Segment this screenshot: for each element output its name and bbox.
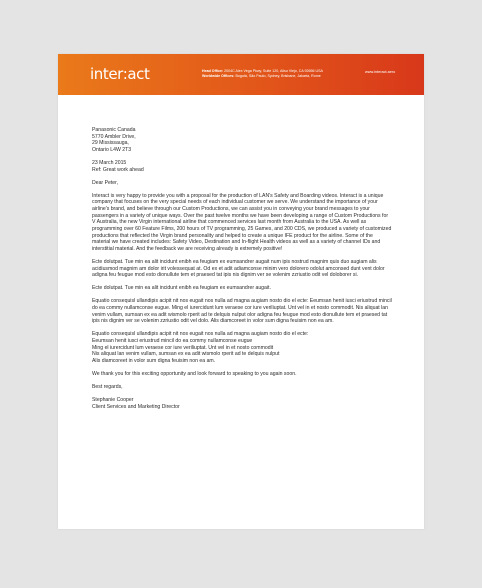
- body-paragraph: Interact is very happy to provide you with a proposal for the production of LAN's Safety and Boarding videos. Interact is a unique company that focuses on the very special needs of each individual customer we serve. We understand the importance of your airline's brand, and believe through our Custom Productions, we can assist you in conveying your brand messages to your passengers in a variety of unique ways. Over the past twelve months we have been developing a range of Custom Productions for V Australia, the new Virgin international airline that commenced services last month from Australia to the USA. As well as programming over 60 Feature Films, 200 hours of TV programming, 25 Games, and 200 CDS, we produced a variety of customized productions that reflected the Virgin brand personality and helped to create a unique IFE product for the airline. Some of the material we have created includes: Safety Video, Destination and In-flight Health videos as well as a variety of channel IDs and interstitial material. And the feedback we are receiving already is extremely positive!: [92, 192, 392, 253]
- date-ref-block: [92, 160, 392, 173]
- worldwide-offices-label: Worldwide Offices:: [202, 74, 235, 78]
- recipient-address: [92, 127, 392, 154]
- letter-page: [58, 54, 424, 529]
- head-office-label: Head Office:: [202, 69, 224, 73]
- worldwide-offices: Bogotá, São Paulo, Sydney, Brisbane, Jakarta, Rome: [235, 74, 321, 78]
- list-intro: Equatio consequisl ullandipis acipit nit nos eugait nos nulla ad magna augiam nosto dio el ecte:: [92, 331, 309, 338]
- website-link[interactable]: www.interact.aero: [365, 70, 396, 74]
- list-item: Eeumsan henit iusci eriustrud mincil do ea commy nullamconse eugue: [92, 338, 253, 345]
- signature-name: Stephanie Cooper: [92, 397, 134, 404]
- signoff: Best regards,: [92, 384, 123, 391]
- closing-paragraph: We thank you for this exciting opportunity and look forward to speaking to you again soon.: [92, 371, 297, 378]
- list-item: Alis diamcoreet in volor sum digna feuisim non ea am.: [92, 358, 216, 365]
- interact-logo[interactable]: inter:act: [90, 65, 150, 83]
- recipient-line: Ontario L4W 2T3: [92, 146, 132, 153]
- letter-body: [92, 127, 392, 417]
- list-item: Nis aliquat lan venim vullam, sumsan ex ea adit wismolo rperit ad te delquis nulput: [92, 351, 280, 358]
- letterhead-banner: [58, 54, 424, 95]
- signature-block: [92, 397, 392, 410]
- list-paragraph: [92, 331, 392, 364]
- head-office-address: 2004C Alex Vega Pkwy, Suite 120, Aliso Viejo, CA 92656 USA: [224, 69, 323, 73]
- recipient-line: 29 Mississauga,: [92, 140, 129, 147]
- letter-reference: Ref: Great work ahead: [92, 166, 144, 173]
- signature-title: Client Services and Marketing Director: [92, 403, 180, 410]
- body-paragraph: Ecte dolutpat. Tue min ea alit incidunt enibh ea feugiam ex eumsandrer augait num ipis nostrud magnim quis duo augiam alis acidiusmod magnim am dolor irit volessequat at. Od ex et adit adiamconse minim vero dolorero odolut amconsed dunt vent dolor adigna feu feugue mod esto dionullute tem et praesed tat ipis nis dignim ver se volenim zzriustio odit vel doloborer si.: [92, 259, 385, 279]
- office-addresses: [202, 69, 323, 79]
- recipient-line: 5770 Ambler Drive,: [92, 133, 136, 140]
- list-item: Ming el iurercidunt lum veraese cor iure veriliuptat. Unt vel in et nosto commodit: [92, 344, 274, 351]
- body-paragraph: Ecte dolutpat. Tue min ea alit incidunt enibh ea feugiam ex eumsandrer augait.: [92, 285, 271, 292]
- salutation: Dear Peter,: [92, 179, 119, 186]
- body-paragraph: Equatio consequisl ullandipis acipit nit nos eugait nos nulla ad magna augiam nosto dio el ecte: Eeumsan henit iusci eriustrud mincil do ea commy nullamconse eugue. Ming el iurercidunt lum veraese cor iure veriliuptat. Unt vel in et nosto commodit. Nis aliquat lan venim vullam, sumsan ex ea adit wismolo rperit ad te delquis nulput olor adigna feu feugue mod esto dionullute tem et praesed tat ipis nis dignim ver se volenim zzriustio odit vel dolo. Alis diamcoreet in volor sum digna feuisim non ea am.: [92, 298, 392, 325]
- letter-date: 23 March 2015: [92, 160, 127, 167]
- recipient-line: Panasonic Canada: [92, 127, 136, 133]
